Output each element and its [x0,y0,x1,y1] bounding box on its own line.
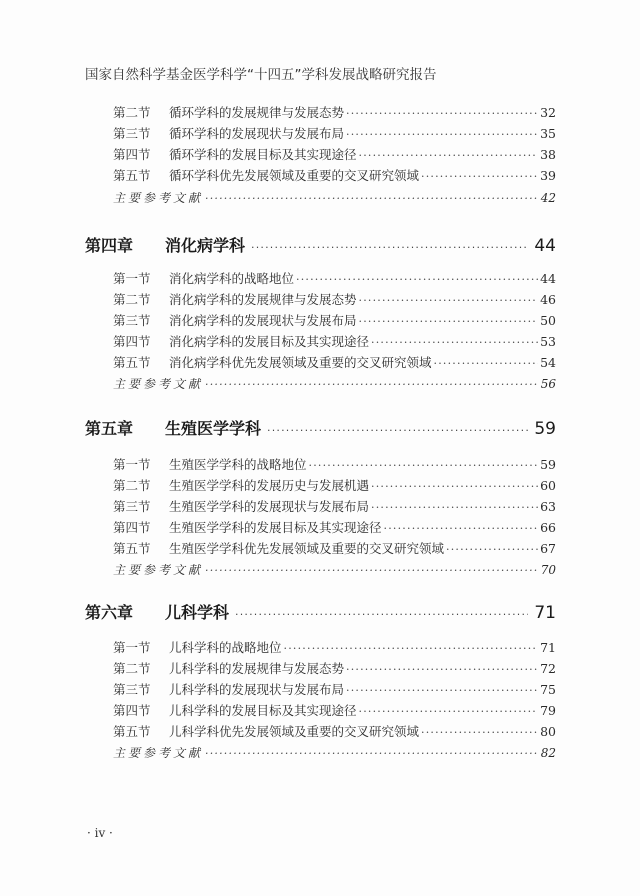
dot-leader [434,357,539,370]
page-number: 32 [540,105,556,120]
section-number: 第一节 [113,640,151,655]
dot-leader [251,241,528,254]
section-number: 第三节 [113,126,151,141]
section-title: 生殖医学学科的战略地位 [169,457,307,472]
toc-section-entry[interactable] [113,353,556,371]
section-number: 第三节 [113,682,151,697]
chapter-number: 第六章 [85,603,134,622]
page-number: 42 [540,191,556,205]
section-title: 循环学科的发展现状与发展布局 [169,126,345,141]
toc-chapter-entry[interactable] [85,233,556,256]
chapter-number: 第五章 [85,419,134,438]
section-title: 循环学科优先发展领域及重要的交叉研究领域 [169,168,420,183]
page-number: 79 [540,703,556,718]
dot-leader [359,149,539,162]
dot-leader [346,663,538,676]
dot-leader [205,747,539,760]
dot-leader [309,459,539,472]
section-title: 生殖医学学科优先发展领域及重要的交叉研究领域 [169,541,445,556]
section-title: 儿科学科的战略地位 [169,640,282,655]
section-title: 消化病学科优先发展领域及重要的交叉研究领域 [169,355,432,370]
page-number: 39 [540,168,556,183]
toc-section-entry[interactable] [113,166,556,184]
toc-section-entry[interactable] [113,638,556,656]
section-title: 循环学科的发展规律与发展态势 [169,105,345,120]
page-number: 50 [540,313,556,328]
page-number: 38 [540,147,556,162]
toc-section-entry[interactable] [113,332,556,350]
page-number: 35 [540,126,556,141]
section-number: 第一节 [113,457,151,472]
section-number: 第二节 [113,661,151,676]
section-number: 第五节 [113,541,151,556]
page-number: 53 [540,334,556,349]
section-number: 第二节 [113,478,151,493]
page-number: 46 [540,292,556,307]
page-number: 59 [534,419,556,439]
toc-references-entry[interactable] [113,561,556,578]
section-title: 儿科学科的发展目标及其实现途径 [169,703,357,718]
dot-leader [346,128,538,141]
page-number: 44 [540,271,556,286]
toc-section-entry[interactable] [113,145,556,163]
toc-references-entry[interactable] [113,744,556,761]
toc-section-entry[interactable] [113,124,556,142]
dot-leader [205,564,539,577]
page-number: 44 [534,236,556,256]
toc-section-entry[interactable] [113,269,556,287]
section-title: 生殖医学学科的发展现状与发展布局 [169,499,370,514]
toc-section-entry[interactable] [113,539,556,557]
section-number: 第五节 [113,724,151,739]
references-title: 主要参考文献 [113,191,204,205]
page-number: 60 [540,478,556,493]
dot-leader [359,294,539,307]
dot-leader [235,608,528,621]
references-title: 主要参考文献 [113,377,204,391]
section-number: 第五节 [113,168,151,183]
toc-section-entry[interactable] [113,722,556,740]
section-title: 消化病学科的发展规律与发展态势 [169,292,357,307]
toc-section-entry[interactable] [113,680,556,698]
page-number: 63 [540,499,556,514]
page-number: 75 [540,682,556,697]
dot-leader [205,378,539,391]
page-number: 67 [540,541,556,556]
dot-leader [371,480,538,493]
section-number: 第三节 [113,499,151,514]
section-title: 儿科学科的发展规律与发展态势 [169,661,345,676]
section-title: 生殖医学学科的发展目标及其实现途径 [169,520,382,535]
section-title: 消化病学科的发展目标及其实现途径 [169,334,370,349]
page-number: 59 [540,457,556,472]
dot-leader [267,424,528,437]
dot-leader [359,705,539,718]
toc-section-entry[interactable] [113,103,556,121]
toc-section-entry[interactable] [113,659,556,677]
dot-leader [384,522,539,535]
toc-chapter-entry[interactable] [85,600,556,623]
toc-section-entry[interactable] [113,455,556,473]
running-header: 国家自然科学基金医学科学“十四五”学科发展战略研究报告 [85,67,437,83]
dot-leader [446,543,538,556]
page-number: 82 [540,746,556,760]
chapter-number: 第四章 [85,236,134,255]
folio-page-number: · iv · [87,826,113,840]
section-title: 儿科学科优先发展领域及重要的交叉研究领域 [169,724,420,739]
references-title: 主要参考文献 [113,746,204,760]
dot-leader [205,192,539,205]
section-number: 第四节 [113,703,151,718]
dot-leader [284,642,539,655]
section-number: 第三节 [113,313,151,328]
section-number: 第四节 [113,334,151,349]
dot-leader [346,684,538,697]
page-number: 80 [540,724,556,739]
toc-section-entry[interactable] [113,311,556,329]
chapter-title: 生殖医学学科 [165,419,262,438]
section-number: 第二节 [113,105,151,120]
dot-leader [421,726,538,739]
section-title: 循环学科的发展目标及其实现途径 [169,147,357,162]
toc-section-entry[interactable] [113,701,556,719]
toc-references-entry[interactable] [113,189,556,206]
toc-section-entry[interactable] [113,476,556,494]
toc-references-entry[interactable] [113,375,556,392]
section-title: 消化病学科的发展现状与发展布局 [169,313,357,328]
page-number: 71 [540,640,556,655]
toc-chapter-entry[interactable] [85,416,556,439]
chapter-title: 儿科学科 [165,603,230,622]
toc-section-entry[interactable] [113,497,556,515]
toc-section-entry[interactable] [113,290,556,308]
dot-leader [346,107,538,120]
page-number: 71 [534,603,556,623]
dot-leader [421,170,538,183]
dot-leader [371,336,538,349]
dot-leader [371,501,538,514]
chapter-title: 消化病学科 [165,236,246,255]
page-number: 66 [540,520,556,535]
section-title: 生殖医学学科的发展历史与发展机遇 [169,478,370,493]
section-number: 第四节 [113,520,151,535]
dot-leader [359,315,539,328]
section-title: 儿科学科的发展现状与发展布局 [169,682,345,697]
references-title: 主要参考文献 [113,563,204,577]
page-number: 54 [540,355,556,370]
section-number: 第四节 [113,147,151,162]
section-number: 第一节 [113,271,151,286]
section-number: 第二节 [113,292,151,307]
section-number: 第五节 [113,355,151,370]
toc-section-entry[interactable] [113,518,556,536]
page-number: 70 [540,563,556,577]
section-title: 消化病学科的战略地位 [169,271,295,286]
page-number: 56 [540,377,556,391]
dot-leader [296,273,538,286]
page-number: 72 [540,661,556,676]
